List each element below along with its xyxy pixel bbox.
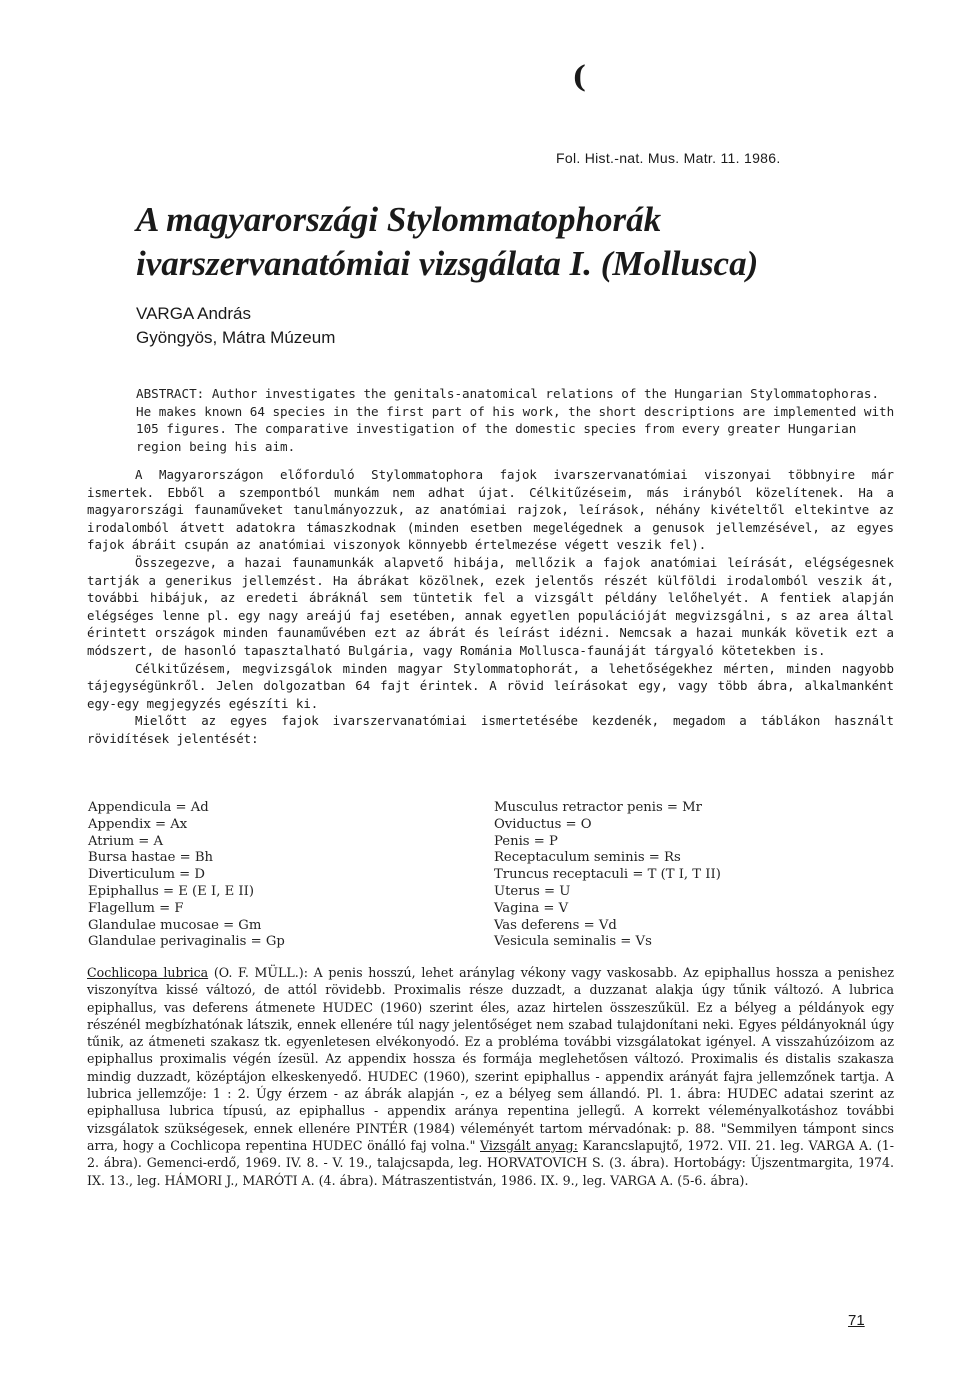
abbreviation-item: Flagellum = F bbox=[88, 900, 184, 916]
paragraph: A Magyarországon előforduló Stylommatophora fajok ivarszervanatómiai viszonyai többnyire már ismertek. Ebből a szempontból munkám nem adhat újat. Célkitűzéseim, más irányból közelítenek. Ha a magyarországi faunaműveket tanulmányozzuk, az anatómiai rajzok, leírások, néhány kivételtől eltekintve az irodalomból átvett adatokra támaszkodnak (minden esetben megelégednek a genusok jellemzésével, az egyes fajok ábráit csupán az anatómiai viszonyok könnyebb értelmezése végett veszik fel). bbox=[87, 467, 894, 553]
abbreviation-item: Glandulae mucosae = Gm bbox=[88, 917, 262, 933]
paragraph: Összegezve, a hazai faunamunkák alapvető hibája, mellőzik a fajok anatómiai leírását, elégségesnek tartják a generikus jellemzést. Ha ábrákat közölnek, ezek jelentős részét külföldi irodalomból veszik át, további hibájuk, az eredeti ábráknál sem tüntetik fel a vizsgált példány lelőhelyét. A fentiek alapján elégséges lenne pl. egy nagy areájú faj esetében, annak egyetlen populációját megvizsgálni, s az area által érintett országok minden faunaművében ezt az ábrát és leírást idézni. Nemcsak a hazai munkák követik ezt a módszert, de hasonló tapasztalható Bulgária, vagy Románia Mollusca-faunáját tárgyaló kötetekben is. bbox=[87, 554, 894, 658]
species-name: Cochlicopa lubrica bbox=[87, 965, 209, 980]
abbreviation-item: Epiphallus = E (E I, E II) bbox=[88, 883, 254, 899]
author-name: VARGA András bbox=[136, 304, 251, 323]
abbreviation-item: Vas deferens = Vd bbox=[494, 917, 617, 933]
abbreviation-item: Receptaculum seminis = Rs bbox=[494, 850, 681, 866]
handwritten-mark: ( bbox=[572, 60, 587, 95]
abbreviation-item: Vagina = V bbox=[494, 900, 569, 916]
page-number: 71 bbox=[848, 1312, 865, 1329]
author-block bbox=[136, 302, 335, 350]
examined-material-label: Vizsgált anyag: bbox=[480, 1137, 578, 1153]
abstract: ABSTRACT: Author investigates the genitals-anatomical relations of the Hungarian Stylommatophoras. He makes known 64 species in the first part of his work, the short descriptions are implemented with 105 figures. The comparative investigation of the domestic species from every greater Hungarian region being his aim. bbox=[136, 386, 895, 454]
abbreviation-item: Truncus receptaculi = T (T I, T II) bbox=[494, 867, 721, 883]
abbreviation-item: Penis = P bbox=[494, 833, 558, 849]
title-line-1: A magyarországi Stylommatophorák bbox=[136, 200, 662, 239]
article-title bbox=[136, 198, 758, 286]
species-account bbox=[87, 964, 894, 1189]
title-line-2: ivarszervanatómiai vizsgálata I. (Mollusca) bbox=[136, 244, 759, 283]
journal-reference: Fol. Hist.-nat. Mus. Matr. 11. 1986. bbox=[556, 150, 781, 166]
examined-material-text: Karancslapujtő, 1972. VII. 21. leg. VARGA A. (1-2. ábra). Gemenci-erdő, 1969. IV. 8. - V. 19., talajcsapda, leg. HORVATOVICH S. (3. ábra). Hortobágy: Újszentmargita, 1974. IX. 13., leg. HÁMORI J., MARÓTI A. (4. ábra). Mátraszentistván, 1986. IX. 9., leg. VARGA A. (5-6. ábra). bbox=[87, 1137, 894, 1188]
abbreviation-item: Diverticulum = D bbox=[88, 867, 205, 883]
abbreviation-item: Oviductus = O bbox=[494, 816, 592, 832]
abbreviation-item: Appendicula = Ad bbox=[88, 800, 209, 815]
abbreviation-item: Uterus = U bbox=[494, 883, 571, 899]
paragraph: Mielőtt az egyes fajok ivarszervanatómiai ismertetésébe kezdenék, megadom a táblákon használt rövidítések jelentését: bbox=[87, 713, 894, 746]
body-text bbox=[87, 466, 894, 748]
abbreviation-item: Musculus retractor penis = Mr bbox=[494, 800, 702, 815]
species-authority: (O. F. MÜLL.): bbox=[208, 965, 314, 980]
abbreviation-item: Atrium = A bbox=[88, 833, 164, 849]
author-affiliation: Gyöngyös, Mátra Múzeum bbox=[136, 328, 336, 347]
abbreviation-item: Appendix = Ax bbox=[88, 816, 188, 832]
paragraph: Célkitűzésem, megvizsgálok minden magyar Stylommatophorát, a lehetőségekhez mérten, minden nagyobb tájegységünkről. Jelen dolgozatban 64 fajt érintek. A rövid leírásokat egy, vagy több ábra, alkalmanként egy-egy megjegyzés egészíti ki. bbox=[87, 660, 894, 711]
abbreviation-item: Vesicula seminalis = Vs bbox=[494, 934, 652, 950]
abbreviation-item: Glandulae perivaginalis = Gp bbox=[88, 934, 285, 950]
abbreviation-list-left bbox=[88, 800, 468, 951]
species-description: A penis hosszú, lehet aránylag vékony vagy vaskosabb. Az epiphallus hossza a penishez viszonyítva kissé változó, de attól rövidebb. Proximalis része duzzadt, a duzzanat alakja úgy tűnik változó. A lubrica epiphallus, vas deferens átmenete HUDEC (1960) szerint éles, azaz hirtelen összeszűkül. Ez a bélyeg a példányok egy részénél megbízhatónak látszik, ennek ellenére túl nagy jelentőséget nem szabad tulajdonítani neki. Egyes példányoknál úgy tűnik, az átmeneti szakasz tk. egyenletesen elvékonyodó. Ez a probléma további vizsgálatokat igényel. A visszahúzóizom az epiphallus proximalis végén ízesül. Az appendix hossza és formája meglehetősen változó. Proximalis és distalis szakasza mindig duzzadt, középtájon elkeskenyedő. HUDEC (1960), szerint epiphallus - appendix arányát fajra jellemzőnek tartja. A lubrica jellemzője: 1 : 2. Úgy érzem - az ábrák alapján -, ez a bélyeg sem állandó. Pl. 1. ábra: HUDEC adatai szerint az epiphallusa lubrica típusú, az epiphallus - appendix aránya repentina jellegű. A korrekt véleményalkotáshoz további vizsgálatok szükségesek, ennek ellenére PINTÉR (1984) véleményét tartom mérvadónak: p. 88. "Semmilyen támpont sincs arra, hogy a Cochlicopa repentina HUDEC önálló faj volna." bbox=[87, 965, 894, 1153]
abbreviation-item: Bursa hastae = Bh bbox=[88, 850, 214, 866]
abbreviation-list-right bbox=[494, 800, 894, 951]
